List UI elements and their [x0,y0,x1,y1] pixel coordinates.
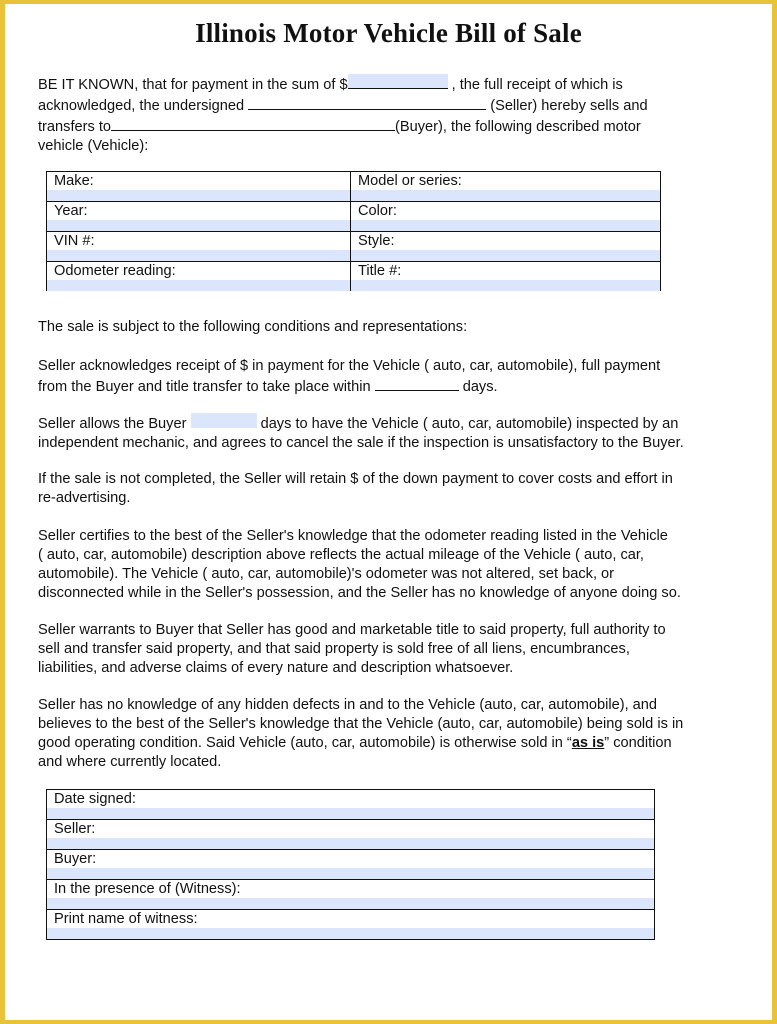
style-field[interactable]: Style: [351,232,661,262]
intro-text-5: transfers to [38,119,111,135]
vin-field[interactable]: VIN #: [47,232,351,262]
buyer-name-field[interactable] [111,116,395,131]
intro-text-6: (Buyer), the following described motor [395,119,641,135]
odometer-paragraph: Seller certifies to the best of the Seller's knowledge that the odometer reading listed in the Vehicle ( auto, car, automobile) description above reflects the actual mileage of the Vehicle ( auto, car, automobile). The Vehicle ( auto, car, automobile)'s odometer was not altered, set back, or disconnected while in the Seller's possession, and the Seller has no knowledge of anyone doing so. [38,528,681,601]
make-field[interactable]: Make: [47,172,351,202]
not-completed-paragraph: If the sale is not completed, the Seller will retain $ of the down payment to cover costs and effort in re-advertising. [38,471,673,506]
table-row [47,172,661,202]
table-row [47,910,655,940]
table-row [47,262,661,292]
as-is-text: as is [571,735,605,751]
year-field[interactable]: Year: [47,202,351,232]
intro-text-4: (Seller) hereby sells and [490,98,648,114]
table-row [47,790,655,820]
intro-text-1: BE IT KNOWN, that for payment in the sum of $ [38,77,348,93]
intro-text-7: vehicle (Vehicle): [38,138,149,154]
odometer-field[interactable]: Odometer reading: [47,262,351,292]
payment-paragraph: Seller acknowledges receipt of $ in payment for the Vehicle ( auto, car, automobile), full payment from the Buyer and title transfer to take place within days. [38,358,661,395]
payment-amount-field[interactable] [348,74,448,89]
signature-table [46,789,655,940]
buyer-signature-field[interactable]: Buyer: [47,850,655,880]
intro-text-3: acknowledged, the undersigned [38,98,245,114]
table-row [47,232,661,262]
transfer-days-field[interactable] [375,376,459,391]
date-signed-field[interactable]: Date signed: [47,790,655,820]
intro-text-2: , the full receipt of which is [451,77,623,93]
seller-name-field[interactable] [248,95,486,110]
title-warranty-paragraph: Seller warrants to Buyer that Seller has good and marketable title to said property, full authority to sell and transfer said property, and that said property is sold free of all liens, encumbrances, liabilities, and adverse claims of every nature and description whatsoever. [38,622,666,676]
defects-paragraph: Seller has no knowledge of any hidden defects in and to the Vehicle (auto, car, automobile), and believes to the best of the Seller's knowledge that the Vehicle (auto, car, automobile) being sold is in good operating condition. Said Vehicle (auto, car, automobile) is otherwise sold in “as is” condition and where currently located. [38,697,684,770]
conditions-heading: The sale is subject to the following conditions and representations: [38,319,468,335]
document-page [5,4,772,1020]
table-row [47,880,655,910]
document-title: Illinois Motor Vehicle Bill of Sale [195,18,582,48]
witness-signature-field[interactable]: In the presence of (Witness): [47,880,655,910]
seller-signature-field[interactable]: Seller: [47,820,655,850]
table-row [47,820,655,850]
table-row [47,850,655,880]
witness-name-field[interactable]: Print name of witness: [47,910,655,940]
model-field[interactable]: Model or series: [351,172,661,202]
inspection-days-field[interactable] [191,413,257,428]
title-number-field[interactable]: Title #: [351,262,661,292]
vehicle-details-table [46,171,661,291]
color-field[interactable]: Color: [351,202,661,232]
inspection-paragraph: Seller allows the Buyer days to have the Vehicle ( auto, car, automobile) inspected by an independent mechanic, and agrees to cancel the sale if the inspection is unsatisfactory to the Buyer. [38,413,738,453]
table-row [47,202,661,232]
intro-paragraph [38,74,738,156]
